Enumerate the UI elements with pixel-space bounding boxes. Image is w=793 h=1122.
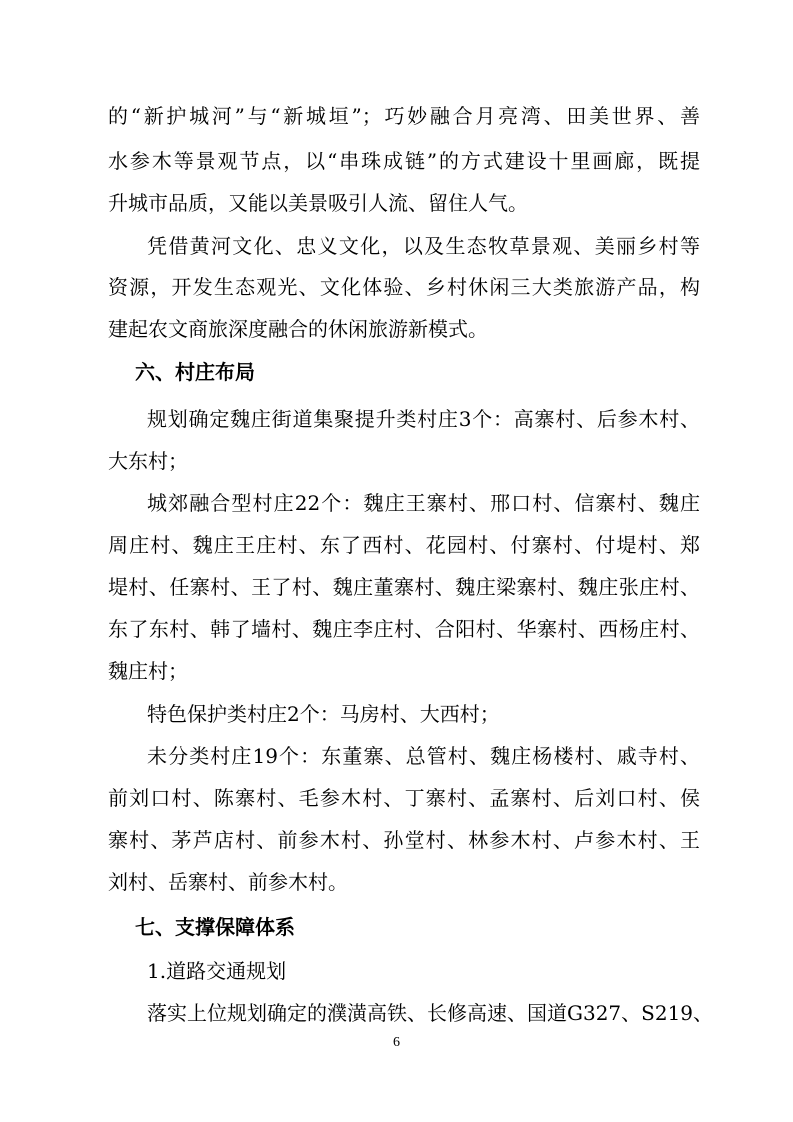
paragraph-line: 落实上位规划确定的濮潢高铁、长修高速、国道G327、S219、 [147, 1001, 714, 1025]
paragraph-line: 未分类村庄19个：东董寨、总管村、魏庄杨楼村、戚寺村、 [147, 744, 700, 768]
subsection-heading: 1.道路交通规划 [147, 959, 287, 983]
paragraph-line: 升城市品质，又能以美景吸引人流、留住人气。 [108, 191, 528, 215]
paragraph-line: 规划确定魏庄街道集聚提升类村庄3个：高寨村、后参木村、 [147, 407, 700, 431]
paragraph-line: 前刘口村、陈寨村、毛参木村、丁寨村、孟寨村、后刘口村、侯 [108, 786, 700, 810]
paragraph-line: 寨村、茅芦店村、前参木村、孙堂村、林参木村、卢参木村、王 [108, 828, 700, 852]
paragraph-line: 特色保护类村庄2个：马房村、大西村； [147, 702, 500, 726]
paragraph-line: 东了东村、韩了墙村、魏庄李庄村、合阳村、华寨村、西杨庄村、 [108, 617, 700, 641]
paragraph-line: 建起农文商旅深度融合的休闲旅游新模式。 [108, 317, 488, 341]
section-heading: 七、支撑保障体系 [135, 915, 295, 939]
paragraph-line: 凭借黄河文化、忠义文化，以及生态牧草景观、美丽乡村等 [147, 234, 700, 258]
paragraph-line: 的“新护城河”与“新城垣”；巧妙融合月亮湾、田美世界、善 [108, 104, 700, 128]
page-number: 6 [393, 1035, 400, 1050]
paragraph-line: 刘村、岳寨村、前参木村。 [108, 870, 348, 894]
paragraph-line: 魏庄村； [108, 659, 188, 683]
paragraph-line: 周庄村、魏庄王庄村、东了西村、花园村、付寨村、付堤村、郑 [108, 533, 700, 557]
paragraph-line: 资源，开发生态观光、文化体验、乡村休闲三大类旅游产品，构 [108, 275, 700, 299]
paragraph-line: 堤村、任寨村、王了村、魏庄董寨村、魏庄梁寨村、魏庄张庄村、 [108, 575, 700, 599]
paragraph-line: 大东村； [108, 449, 188, 473]
paragraph-line: 水参木等景观节点，以“串珠成链”的方式建设十里画廊，既提 [108, 149, 700, 173]
paragraph-line: 城郊融合型村庄22个：魏庄王寨村、邢口村、信寨村、魏庄 [147, 491, 700, 515]
section-heading: 六、村庄布局 [135, 360, 255, 384]
